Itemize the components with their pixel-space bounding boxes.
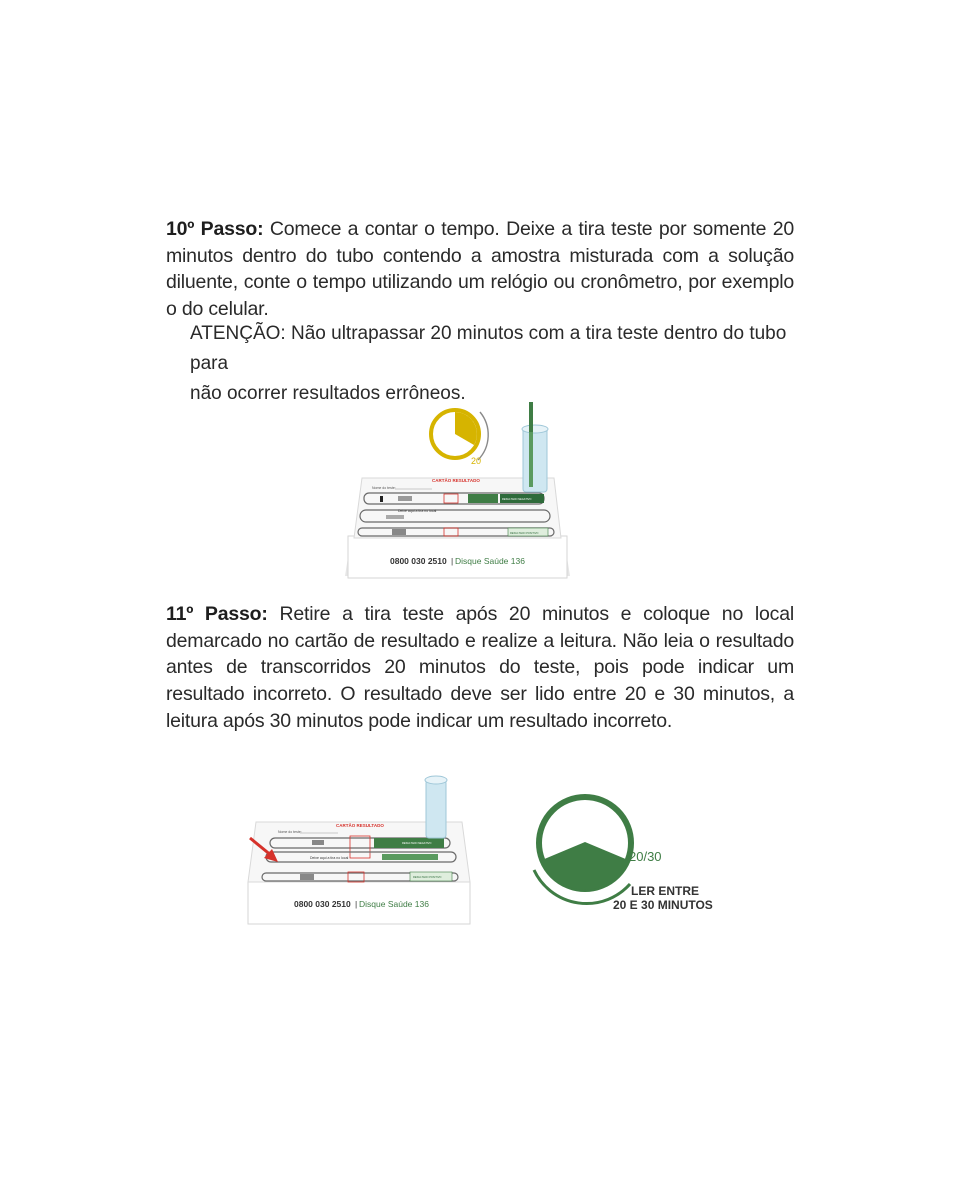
- attention-note: [190, 319, 790, 409]
- step11-label: 11º Passo:: [166, 603, 268, 625]
- card-name-label-2: Nome do teste:: [278, 830, 302, 834]
- read-timer-20-30-icon: [534, 797, 713, 912]
- card-title-2: CARTÃO RESULTADO: [336, 823, 384, 828]
- result-positive-label-2: RESULTADO POSITIVO: [413, 876, 442, 879]
- attention-line-1: ATENÇÃO: Não ultrapassar 20 minutos com a tira teste dentro do tubo para: [190, 323, 787, 374]
- result-positive-label: RESULTADO POSITIVO: [510, 532, 539, 535]
- card-middle-label-2: Deixe aqui a tira no local: [310, 856, 349, 860]
- step10-text: Comece a contar o tempo. Deixe a tira teste por somente 20 minutos dentro do tubo contendo a amostra misturada com a solução diluente, conte o tempo utilizando um relógio ou cronômetro, por exemplo o do celular.: [166, 218, 794, 321]
- phone-number: 0800 030 2510: [390, 556, 447, 566]
- timer-20-icon: [431, 410, 488, 466]
- card-title: CARTÃO RESULTADO: [432, 478, 480, 483]
- step10-label: 10º Passo:: [166, 218, 264, 240]
- divider-bar: |: [451, 556, 454, 566]
- figure-step10: [340, 398, 580, 588]
- result-negative-label-2: RESULTADO NEGATIVO: [402, 842, 432, 845]
- phone-number-2: 0800 030 2510: [294, 899, 351, 909]
- step11-text: Retire a tira teste após 20 minutos e coloque no local demarcado no cartão de resultado e realize a leitura. Não leia o resultado antes de transcorridos 20 minutos do teste, pois pode indicar um resultado incorreto. O resultado deve ser lido entre 20 e 30 minutos, a leitura após 30 minutos pode indicar um resultado incorreto.: [166, 603, 794, 732]
- read-timer-label: 20/30: [629, 849, 662, 864]
- step11-paragraph: [166, 601, 794, 735]
- timer-label: 20: [471, 456, 482, 466]
- divider-bar-2: |: [355, 899, 358, 909]
- tube-with-strip-icon: [522, 402, 548, 492]
- tube-icon: [425, 776, 447, 838]
- read-line-1: LER ENTRE: [631, 884, 700, 898]
- hotline-label-2: Disque Saúde 136: [359, 899, 429, 909]
- read-line-2: 20 E 30 MINUTOS: [613, 898, 713, 912]
- result-negative-label: RESULTADO NEGATIVO: [502, 498, 532, 501]
- figure-step11: [240, 770, 740, 930]
- card-middle-label: Deixe aqui a tira no local: [398, 509, 437, 513]
- card-name-label: Nome do teste:: [372, 486, 396, 490]
- hotline-label: Disque Saúde 136: [455, 556, 525, 566]
- attention-line-2: não ocorrer resultados errôneos.: [190, 383, 466, 404]
- step10-paragraph: [166, 216, 794, 323]
